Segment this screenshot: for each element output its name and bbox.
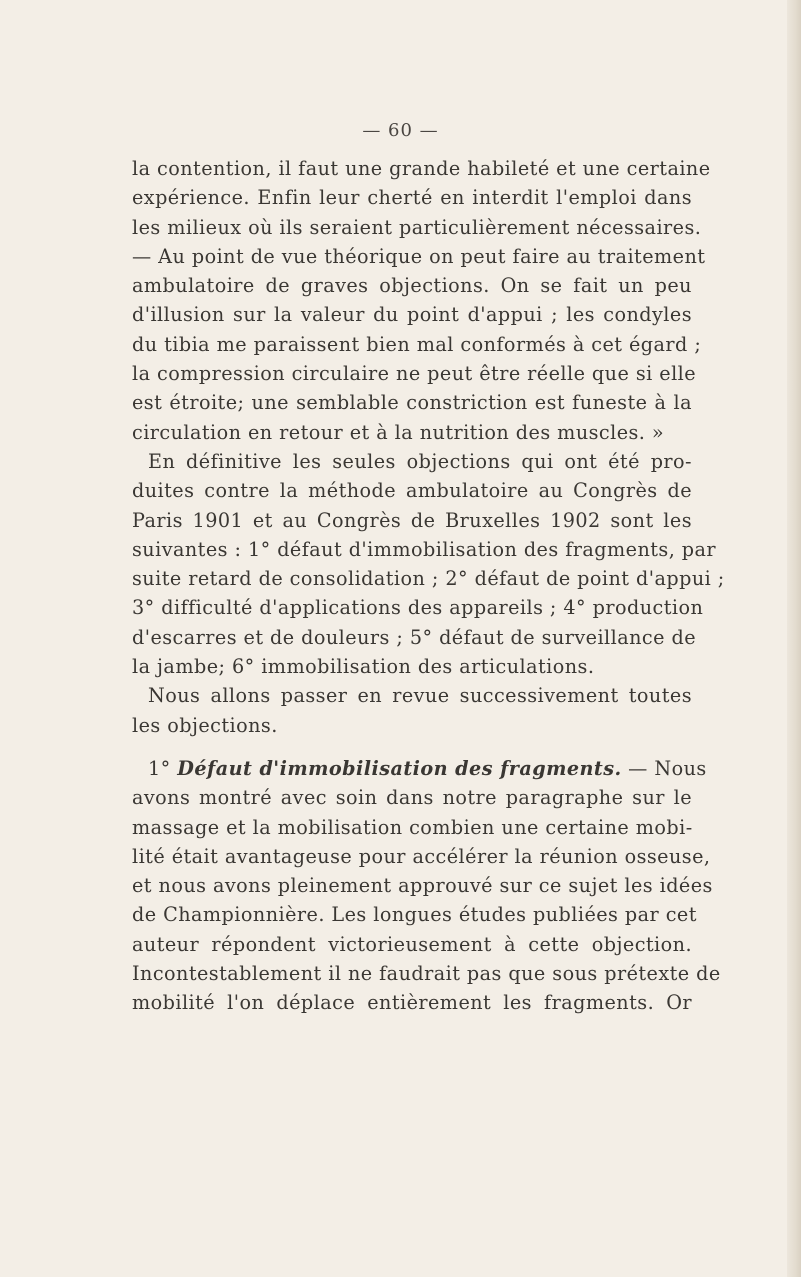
section-heading-line [132, 754, 707, 783]
text-line: la contention, il faut une grande habileté et une certaine [132, 157, 711, 180]
text-line: de Championnière. Les longues études publiées par cet [132, 903, 697, 927]
text-line: suivantes : 1° défaut d'immobilisation des fragments, par [132, 537, 717, 561]
section-number: 1° [148, 756, 171, 780]
text-line: du tibia me paraissent bien mal conformés à cet égard ; [132, 332, 702, 356]
text-line: avons montré avec soin dans notre paragraphe sur le [132, 786, 692, 810]
text-line: Paris 1901 et au Congrès de Bruxelles 1902 sont les [132, 508, 692, 532]
text-line: circulation en retour et à la nutrition des muscles. » [132, 420, 665, 444]
section-first-line-rest: — Nous [628, 756, 707, 780]
text-line: la jambe; 6° immobilisation des articulations. [132, 655, 595, 679]
text-line: les objections. [132, 713, 278, 737]
text-line: Incontestablement il ne faudrait pas que sous prétexte de [132, 962, 721, 986]
text-line: la compression circulaire ne peut être réelle que si elle [132, 362, 697, 386]
paragraph-start-line: En définitive les seules objections qui ont été pro- [148, 449, 692, 473]
text-line: massage et la mobilisation combien une certaine mobi- [132, 815, 693, 839]
text-line: auteur répondent victorieusement à cette objection. [132, 932, 692, 956]
text-line: et nous avons pleinement approuvé sur ce sujet les idées [132, 874, 713, 898]
text-line: mobilité l'on déplace entièrement les fragments. Or [132, 991, 692, 1015]
text-line: suite retard de consolidation ; 2° défaut de point d'appui ; [132, 567, 725, 591]
paragraph-start-line: Nous allons passer en revue successivement toutes [148, 684, 692, 708]
text-line: ambulatoire de graves objections. On se fait un peu [132, 274, 692, 298]
text-line: est étroite; une semblable constriction est funeste à la [132, 391, 692, 415]
text-line: expérience. Enfin leur cherté en interdit l'emploi dans [132, 186, 692, 210]
text-line: d'escarres et de douleurs ; 5° défaut de surveillance de [132, 625, 697, 649]
text-line: les milieux où ils seraient particulièrement nécessaires. [132, 215, 702, 239]
text-line: 3° difficulté d'applications des appareils ; 4° production [132, 596, 704, 620]
page-edge [787, 0, 801, 1277]
text-line: duites contre la méthode ambulatoire au Congrès de [132, 479, 692, 503]
section-title: Défaut d'immobilisation des fragments. [177, 756, 622, 780]
text-line: — Au point de vue théorique on peut faire au traitement [132, 244, 706, 268]
body-text [132, 154, 725, 1018]
section-gap [132, 740, 692, 754]
text-line: d'illusion sur la valeur du point d'appui ; les condyles [132, 303, 692, 327]
text-line: lité était avantageuse pour accélérer la réunion osseuse, [132, 844, 711, 868]
page-number: — 60 — [362, 120, 439, 141]
